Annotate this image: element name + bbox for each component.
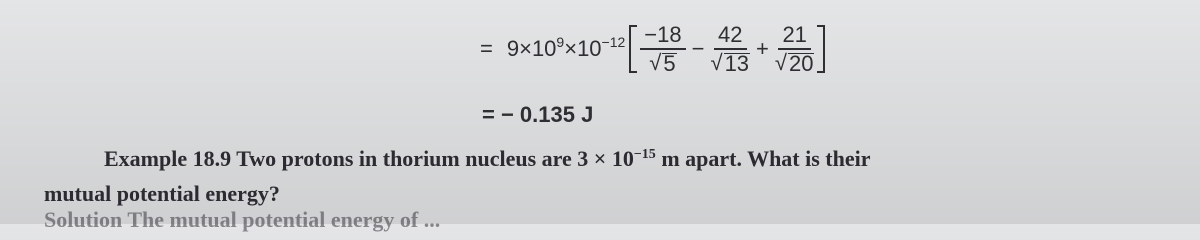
example-line-1: Example 18.9 Two protons in thorium nucleus are $3 \times 10^{-15}$ m apart. What is their [104, 146, 871, 171]
denominator-2 [710, 50, 750, 75]
radical-icon: √ [710, 50, 723, 75]
radical-icon: √ [774, 50, 787, 75]
example-label: Example 18.9 [104, 146, 232, 171]
minus-operator: − [691, 36, 705, 61]
exponent-minus-12: −12 [601, 34, 626, 50]
denominator-3 [775, 50, 815, 75]
equals-sign: = [480, 36, 493, 61]
radicand-2: 13 [724, 50, 750, 76]
solution-heading-cropped: Solution The mutual potential energy of ... [44, 207, 441, 232]
numerator-2: 42 [714, 23, 746, 50]
energy-equation [480, 18, 825, 80]
plus-operator: + [756, 36, 769, 61]
denominator-1 [649, 50, 676, 75]
exponent-9: 9 [556, 34, 565, 50]
radicand-1: 5 [663, 50, 676, 76]
square-bracket-group [629, 23, 825, 75]
coefficient: $9\times 10^9\times 10^{-12}$ [506, 34, 626, 61]
fraction-term-2 [710, 23, 750, 75]
radicand-3: 20 [788, 50, 814, 76]
example-line-2: mutual potential energy? [44, 181, 280, 206]
radical-icon: √ [649, 50, 662, 75]
example-problem [44, 143, 1194, 209]
numerator-3: 21 [778, 23, 810, 50]
numerator-1: −18 [640, 23, 685, 50]
result-equation: = − 0.135 J [482, 102, 594, 127]
exponent-minus-15: −15 [633, 147, 656, 162]
fraction-term-3 [775, 23, 815, 75]
fraction-term-1 [640, 23, 685, 75]
